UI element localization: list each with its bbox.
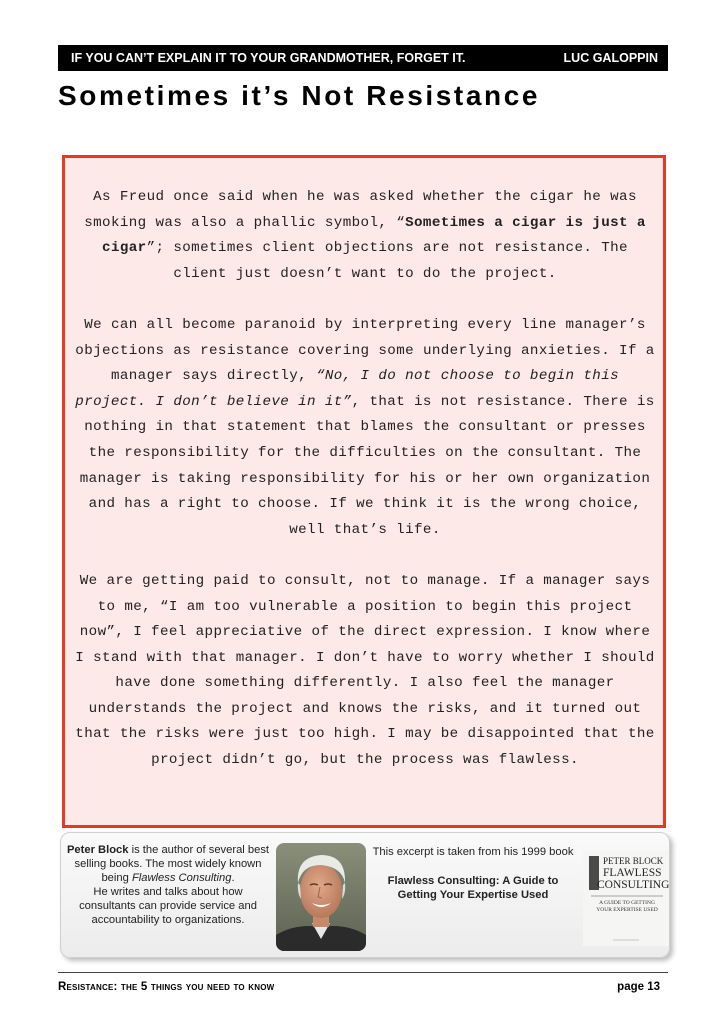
cover-title-line1: FLAWLESS (603, 867, 662, 879)
footer-divider (58, 972, 668, 973)
quote-box (62, 155, 666, 828)
page-title: Sometimes it’s Not Resistance (58, 80, 541, 111)
cover-title-line2: CONSULTING (597, 879, 669, 891)
header-bar (58, 45, 668, 71)
bio-book-title: Flawless Consulting (131, 872, 232, 884)
quote-p2-text-a: We can all become paranoid by interpreting every line manager’s objections as resistance covering some underlying anxieties. If a manager says directly, (75, 316, 655, 385)
excerpt-book-title: Flawless Consulting: A Guide to Getting Your Expertise Used (387, 875, 559, 901)
author-bio (65, 843, 271, 927)
header-author: LUC GALOPPIN (563, 51, 658, 65)
footer-running-title: Resistance: the 5 things you need to know (58, 981, 275, 993)
excerpt-info (369, 845, 577, 902)
quote-paragraph-1 (75, 185, 655, 287)
cover-author: PETER BLOCK (603, 856, 664, 866)
quote-p1-text-b: ”; sometimes client objections are not resistance. The client just doesn’t want to do the project. (146, 240, 628, 282)
author-portrait-image (276, 843, 366, 951)
book-cover-svg (583, 850, 669, 946)
quote-p2-italic: “No, I do not choose to begin this project. I don’t believe in it” (75, 368, 620, 410)
book-cover-image (583, 850, 669, 946)
page-number: page 13 (617, 981, 660, 993)
quote-paragraph-3: We are getting paid to consult, not to manage. If a manager says to me, “I am too vulnerable a position to begin this project now”, I feel appreciative of the direct expression. I know where I stand with that manager. I don’t have to worry whether I should have done something differently. I also feel the manager understands the project and knows the risks, and it turned out that the risks were just too high. I may be disappointed that the project didn’t go, but the process was flawless. (75, 572, 655, 769)
cover-subtitle: A GUIDE TO GETTING YOUR EXPERTISE USED (596, 900, 658, 913)
author-photo (276, 843, 366, 951)
excerpt-intro: This excerpt is taken from his 1999 book (372, 846, 574, 858)
quote-p1-text-a: As Freud once said when he was asked whether the cigar he was smoking was also a phallic symbol, “ (84, 189, 637, 231)
bio-period: . (231, 872, 235, 884)
quote-text (75, 185, 655, 774)
author-info-panel (60, 832, 670, 958)
header-motto: IF YOU CAN’T EXPLAIN IT TO YOUR GRANDMOTHER, FORGET IT. (71, 51, 466, 65)
quote-p1-bold: Sometimes a cigar is just a cigar (102, 214, 646, 257)
bio-paragraph-2: He writes and talks about how consultants can provide service and accountability to organizations. (79, 886, 257, 926)
quote-p2-text-b: , that is not resistance. There is nothing in that statement that blames the consultant or presses the responsibility for the difficulties on the consultant. The manager is taking responsibility for his or her own organization and has a right to choose. If we think it is the wrong choice, well that’s life. (79, 393, 655, 538)
bio-text: is the author of several best selling books. The most widely known being (74, 844, 270, 884)
bio-author-name: Peter Block (66, 844, 129, 856)
quote-paragraph-2 (75, 313, 655, 543)
bio-paragraph-1 (65, 843, 271, 885)
